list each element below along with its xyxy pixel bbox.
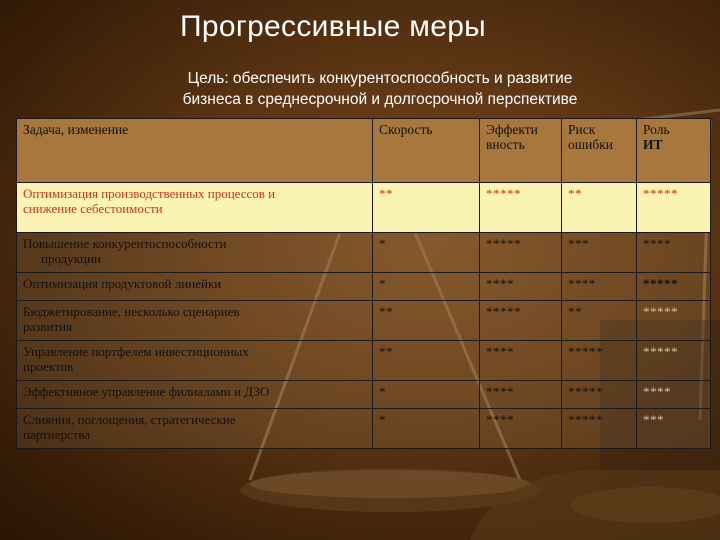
goal-line-2: бизнеса в среднесрочной и долгосрочной перспективе — [182, 91, 578, 108]
effect-cell: **** — [480, 273, 562, 301]
it-cell: ***** — [637, 301, 711, 341]
table-row — [17, 273, 711, 301]
task-cell: Управление портфелем инвестиционных проектов — [17, 341, 373, 381]
slide-title: Прогрессивные меры — [180, 10, 487, 43]
it-cell: **** — [637, 233, 711, 273]
header-effectiveness: Эффекти вность — [480, 119, 562, 183]
header-task: Задача, изменение — [17, 119, 373, 183]
table-row — [17, 341, 711, 381]
it-cell: **** — [637, 381, 711, 409]
task-cell: Эффективное управление филиалами и ДЗО — [17, 381, 373, 409]
header-it-role: Роль ИТ — [637, 119, 711, 183]
risk-cell: *** — [562, 233, 637, 273]
table-row — [17, 233, 711, 273]
goal-text — [120, 68, 640, 110]
speed-cell: ** — [373, 301, 480, 341]
task-cell: Слияния, поглощения, стратегические партнерства — [17, 409, 373, 449]
table-row — [17, 301, 711, 341]
speed-cell: ** — [373, 183, 480, 233]
risk-cell: ***** — [562, 409, 637, 449]
speed-cell: ** — [373, 341, 480, 381]
table-row — [17, 183, 711, 233]
task-cell: Бюджетирование, несколько сценариев развития — [17, 301, 373, 341]
effect-cell: ***** — [480, 301, 562, 341]
risk-cell: **** — [562, 273, 637, 301]
risk-cell: ***** — [562, 381, 637, 409]
risk-cell: ** — [562, 183, 637, 233]
speed-cell: * — [373, 233, 480, 273]
it-cell: *** — [637, 409, 711, 449]
task-cell: Повышение конкурентоспособности продукции — [17, 233, 373, 273]
risk-cell: ** — [562, 301, 637, 341]
it-cell: ***** — [637, 341, 711, 381]
effect-cell: **** — [480, 341, 562, 381]
header-speed: Скорость — [373, 119, 480, 183]
table-header-row — [17, 119, 711, 183]
effect-cell: **** — [480, 409, 562, 449]
task-cell: Оптимизация производственных процессов и снижение себестоимости — [17, 183, 373, 233]
speed-cell: * — [373, 409, 480, 449]
goal-line-1: Цель: обеспечить конкурентоспособность и развитие — [187, 70, 573, 87]
header-risk: Риск ошибки — [562, 119, 637, 183]
table-row — [17, 409, 711, 449]
it-cell: ***** — [637, 183, 711, 233]
table-row — [17, 381, 711, 409]
it-cell: ***** — [637, 273, 711, 301]
effect-cell: **** — [480, 381, 562, 409]
speed-cell: * — [373, 381, 480, 409]
effect-cell: ***** — [480, 233, 562, 273]
risk-cell: ***** — [562, 341, 637, 381]
speed-cell: * — [373, 273, 480, 301]
effect-cell: ***** — [480, 183, 562, 233]
measures-table — [16, 118, 711, 449]
task-cell: Оптимизация продуктовой линейки — [17, 273, 373, 301]
